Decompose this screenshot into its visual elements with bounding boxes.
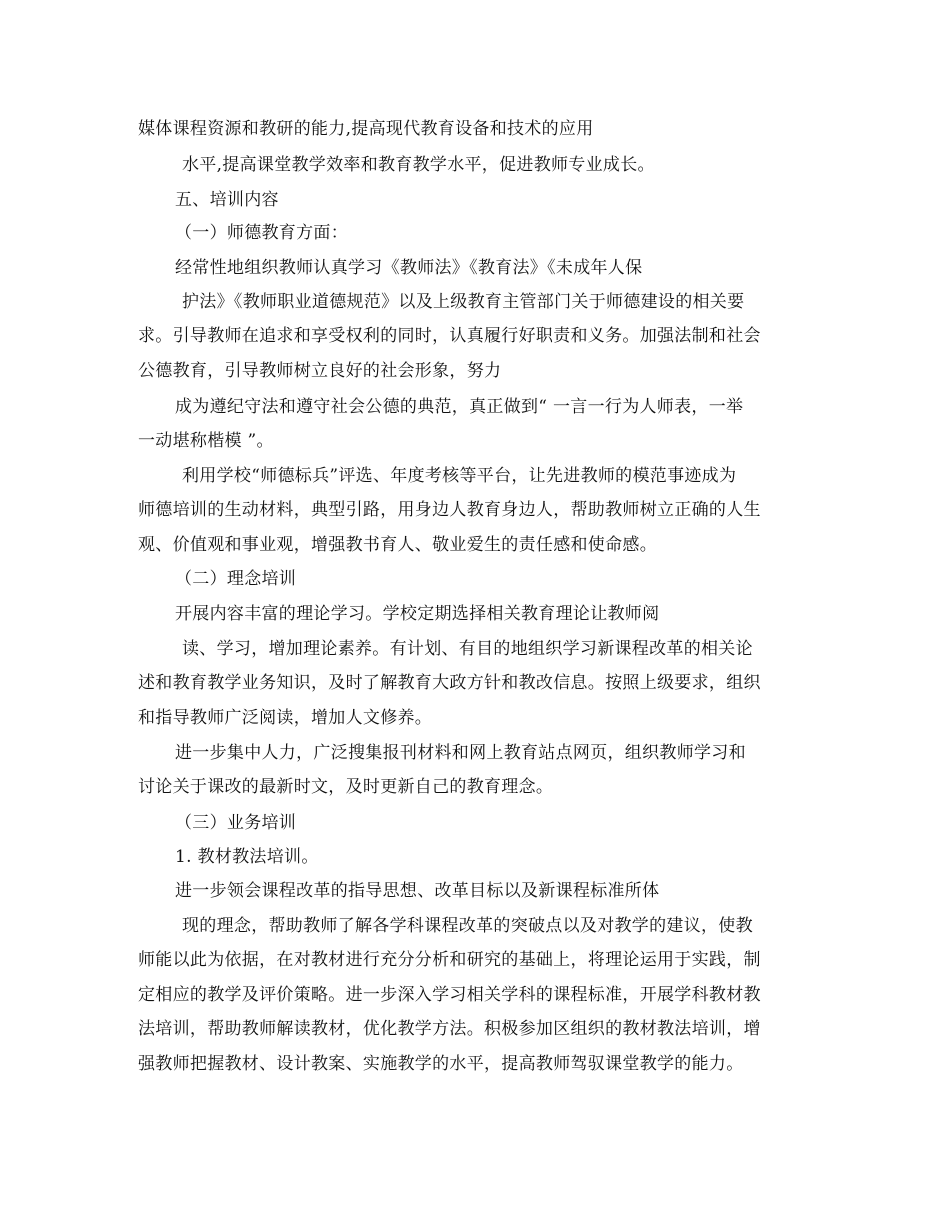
text-line: 进一步领会课程改革的指导思想、改革目标以及新课程标准所体 xyxy=(175,881,660,901)
text-line: 法培训，帮助教师解读教材，优化教学方法。积极参加区组织的教材教法培训，增 xyxy=(138,1019,761,1039)
text-line: 强教师把握教材、设计教案、实施教学的水平，提高教师驾驭课堂教学的能力。 xyxy=(138,1054,744,1074)
text-line: 述和教育教学业务知识，及时了解教育大政方针和教改信息。按照上级要求，组织 xyxy=(138,673,761,693)
text-line: 护法》《教师职业道德规范》以及上级教育主管部门关于师德建设的相关要 xyxy=(182,292,745,312)
text-line: 读、学习，增加理论素养。有计划、有目的地组织学习新课程改革的相关论 xyxy=(182,639,753,659)
subsection-heading: （三）业务培训 xyxy=(175,813,297,833)
text-line: 定相应的教学及评价策略。进一步深入学习相关学科的课程标准，开展学科教材教 xyxy=(138,985,761,1005)
text-line: 水平,提高课堂教学效率和教育教学水平，促进教师专业成长。 xyxy=(182,155,655,175)
text-line: 经常性地组织教师认真学习《教师法》《教育法》《未成年人保 xyxy=(175,258,643,278)
text-line: 师能以此为依据，在对教材进行充分分析和研究的基础上，将理论运用于实践，制 xyxy=(138,950,761,970)
text-line: 讨论关于课改的最新时文，及时更新自己的教育理念。 xyxy=(138,777,554,797)
list-item: 1. 教材教法培训。 xyxy=(175,847,319,867)
text-line: 现的理念，帮助教师了解各学科课程改革的突破点以及对教学的建议，使教 xyxy=(182,916,753,936)
text-line: 开展内容丰富的理论学习。学校定期选择相关教育理论让教师阅 xyxy=(175,604,660,624)
text-line: 成为遵纪守法和遵守社会公德的典范，真正做到“ 一言一行为人师表，一举 xyxy=(175,397,744,417)
text-line: 和指导教师广泛阅读，增加人文修养。 xyxy=(138,708,433,728)
subsection-heading: （一）师德教育方面： xyxy=(175,223,348,243)
text-line: 观、价值观和事业观，增强教书育人、敬业爱生的责任感和使命感。 xyxy=(138,535,657,555)
subsection-heading: （二）理念培训 xyxy=(175,569,297,589)
text-line: 一动堪称楷模 ”。 xyxy=(138,431,274,451)
text-line: 求。引导教师在追求和享受权利的同时，认真履行好职责和义务。加强法制和社会 xyxy=(138,326,761,346)
text-line: 公德教育，引导教师树立良好的社会形象，努力 xyxy=(138,361,502,381)
text-line: 进一步集中人力，广泛搜集报刊材料和网上教育站点网页，组织教师学习和 xyxy=(175,743,746,763)
text-line: 利用学校“师德标兵”评选、年度考核等平台，让先进教师的模范事迹成为 xyxy=(182,466,737,486)
text-line: 媒体课程资源和教研的能力,提高现代教育设备和技术的应用 xyxy=(138,119,594,139)
text-line: 师德培训的生动材料，典型引路，用身边人教育身边人，帮助教师树立正确的人生 xyxy=(138,500,761,520)
section-heading: 五、培训内容 xyxy=(175,190,279,210)
